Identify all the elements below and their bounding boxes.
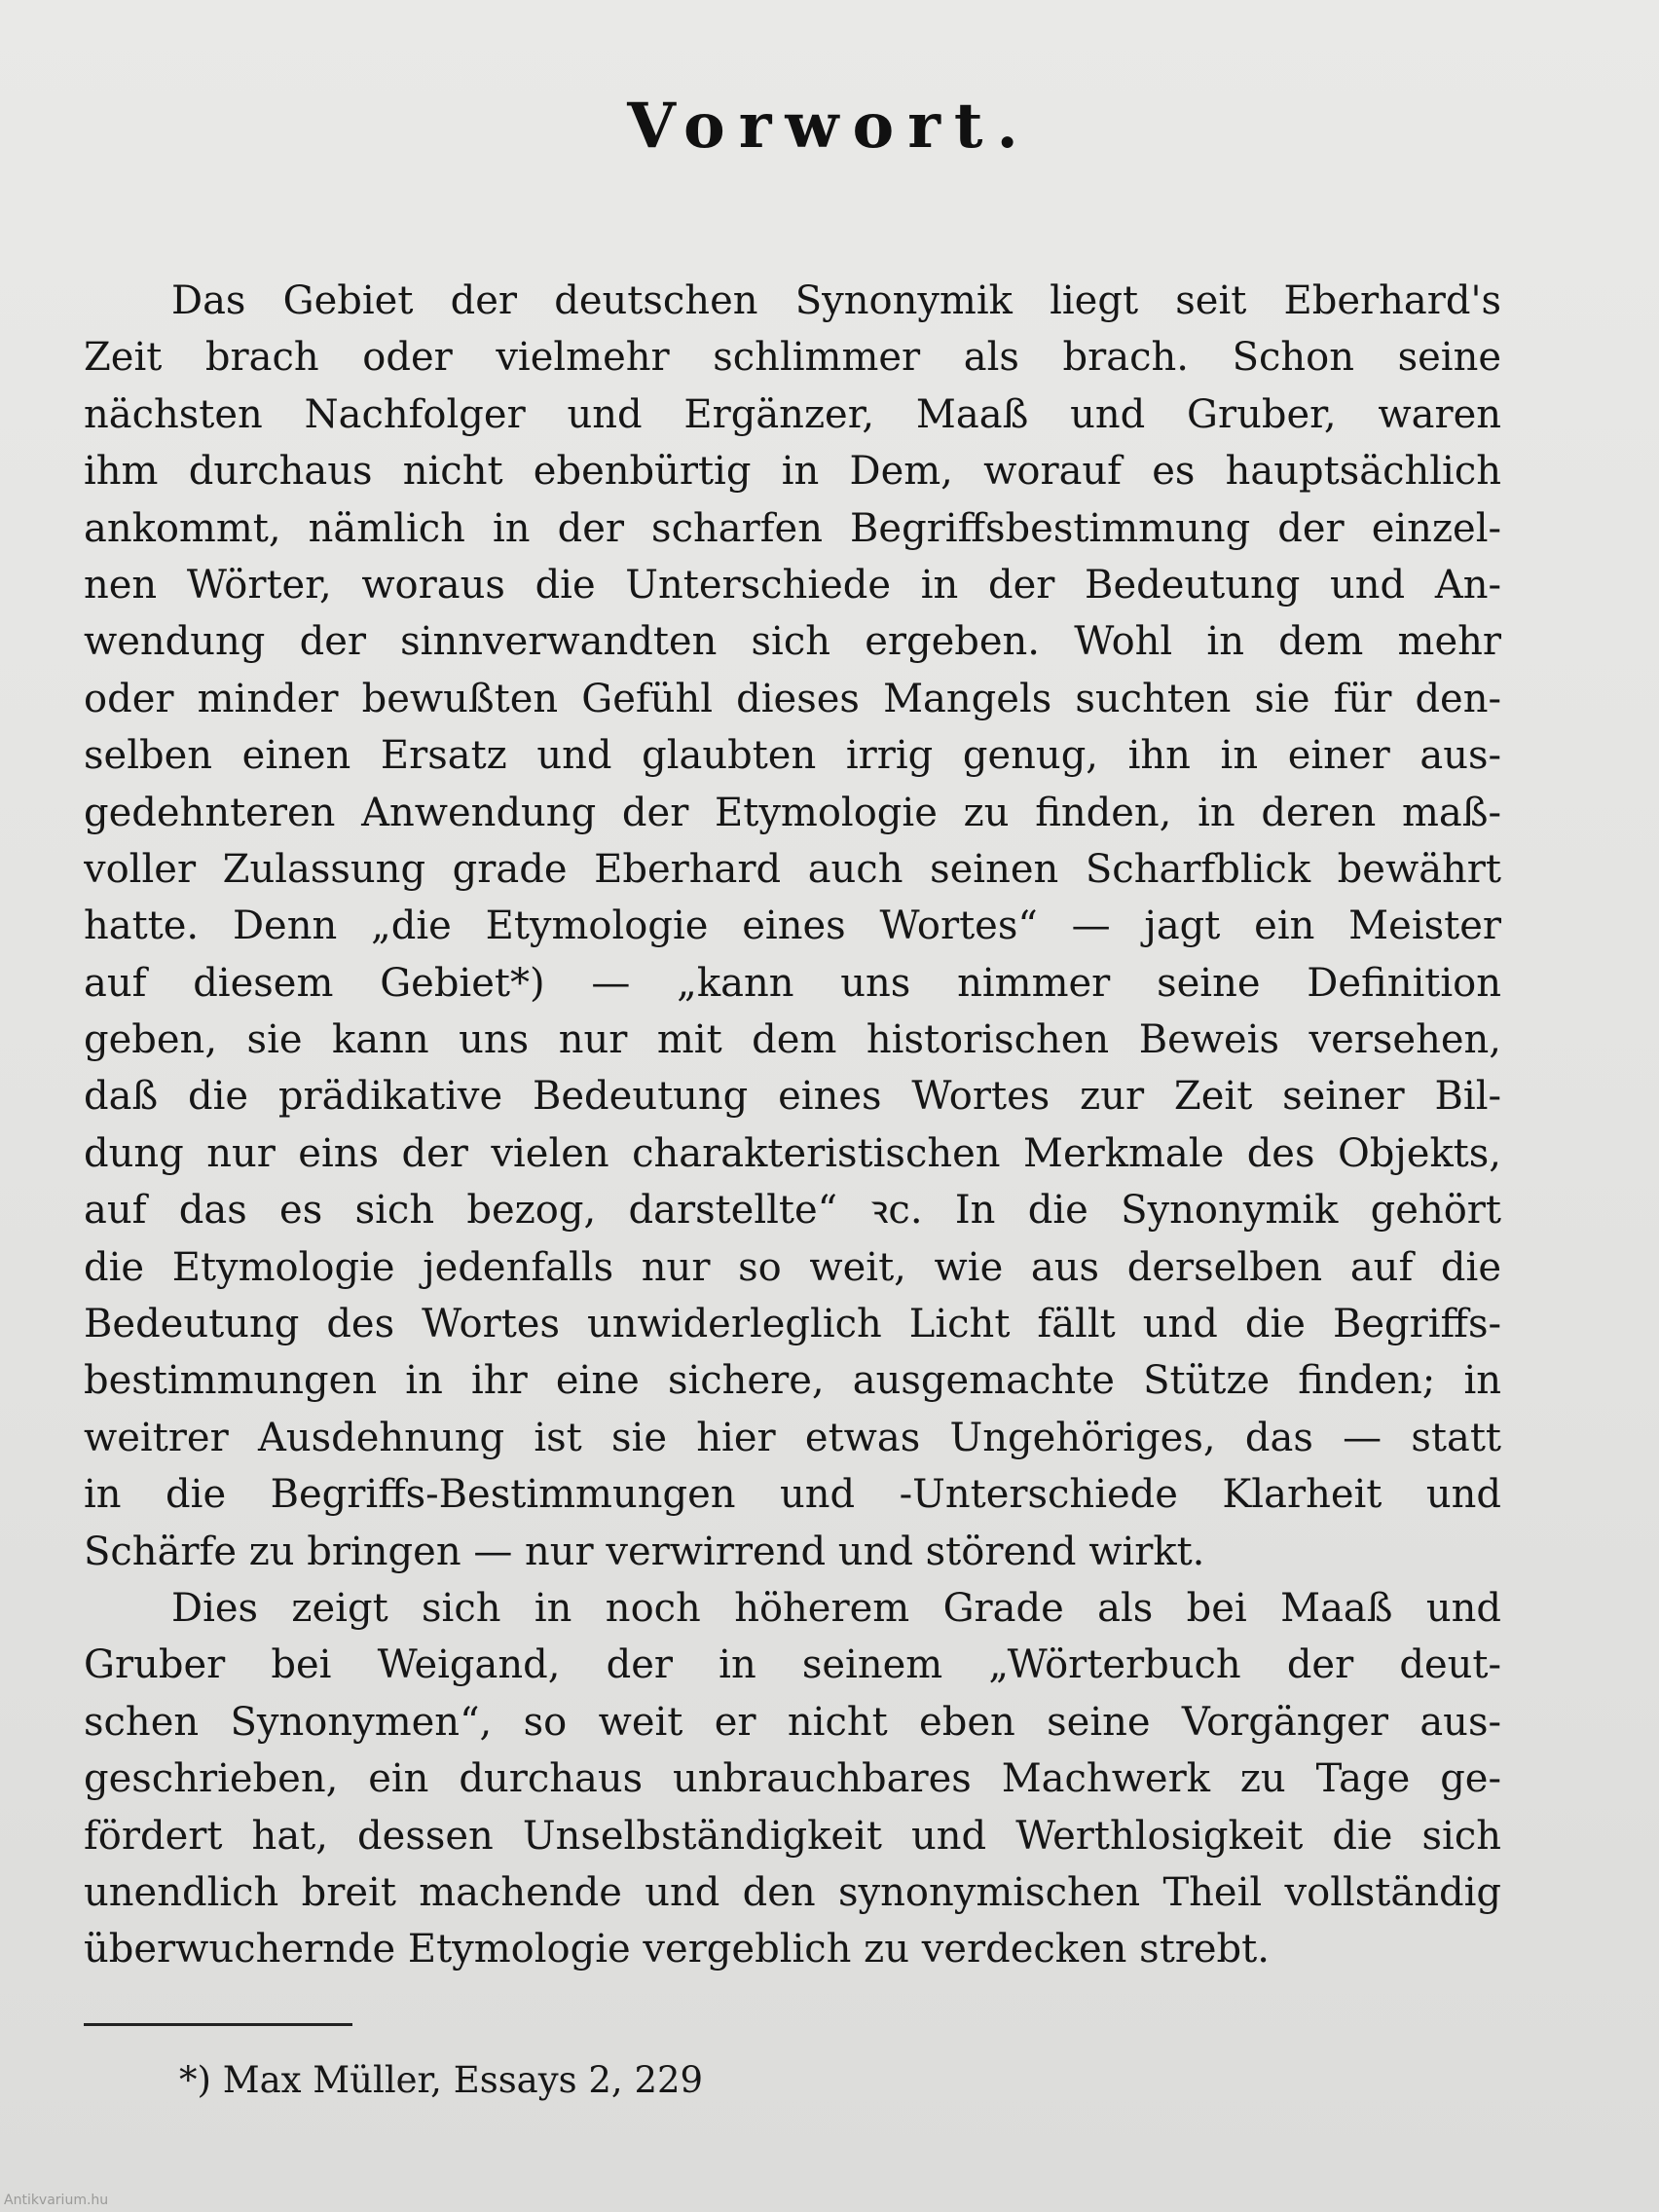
- footnote-rule: [84, 2023, 352, 2026]
- text-line: in die Begriffs-Bestimmungen und -Unterschiede Klarheit und: [84, 1472, 1501, 1518]
- text-line: nächsten Nachfolger und Ergänzer, Maaß und Gruber, waren: [84, 391, 1501, 437]
- text-line: selben einen Ersatz und glaubten irrig genug, ihn in einer aus-: [84, 733, 1501, 779]
- text-line: Dies zeigt sich in noch höherem Grade als bei Maaß und: [171, 1585, 1501, 1631]
- text-line: weitrer Ausdehnung ist sie hier etwas Ungehöriges, das — statt: [84, 1415, 1501, 1460]
- text-line: daß die prädikative Bedeutung eines Wortes zur Zeit seiner Bil-: [84, 1074, 1501, 1120]
- text-line: hatte. Denn „die Etymologie eines Wortes“ — jagt ein Meister: [84, 903, 1501, 949]
- text-line: dung nur eins der vielen charakteristischen Merkmale des Objekts,: [84, 1130, 1501, 1176]
- text-line: gedehnteren Anwendung der Etymologie zu finden, in deren maß-: [84, 790, 1501, 835]
- text-line: ihm durchaus nicht ebenbürtig in Dem, worauf es hauptsächlich: [84, 449, 1501, 495]
- text-line: Das Gebiet der deutschen Synonymik liegt seit Eberhard's: [171, 278, 1501, 323]
- text-line: auf diesem Gebiet*) — „kann uns nimmer seine Definition: [84, 960, 1501, 1006]
- text-line: die Etymologie jedenfalls nur so weit, wie aus derselben auf die: [84, 1244, 1501, 1290]
- text-line: voller Zulassung grade Eberhard auch seinen Scharfblick bewährt: [84, 846, 1501, 892]
- text-line: auf das es sich bezog, darstellte“ ꝛc. In die Synonymik gehört: [84, 1188, 1501, 1234]
- text-line: ankommt, nämlich in der scharfen Begriffsbestimmung der einzel-: [84, 505, 1501, 551]
- footnote: *) Max Müller, Essays 2, 229: [179, 2059, 704, 2101]
- text-line: Gruber bei Weigand, der in seinem „Wörterbuch der deut-: [84, 1642, 1501, 1688]
- text-line: Schärfe zu bringen — nur verwirrend und störend wirkt.: [84, 1529, 1205, 1574]
- text-line: schen Synonymen“, so weit er nicht eben seine Vorgänger aus-: [84, 1699, 1501, 1745]
- text-line: Bedeutung des Wortes unwiderleglich Licht fällt und die Begriffs-: [84, 1302, 1501, 1347]
- text-line: geben, sie kann uns nur mit dem historischen Beweis versehen,: [84, 1017, 1501, 1063]
- text-line: Zeit brach oder vielmehr schlimmer als brach. Schon seine: [84, 335, 1501, 381]
- text-line: fördert hat, dessen Unselbständigkeit und Werthlosigkeit die sich: [84, 1813, 1501, 1859]
- page-title: Vorwort.: [627, 90, 1032, 163]
- preface-body: [84, 273, 1501, 1978]
- text-line: oder minder bewußten Gefühl dieses Mangels suchten sie für den-: [84, 676, 1501, 721]
- text-line: geschrieben, ein durchaus unbrauchbares Machwerk zu Tage ge-: [84, 1756, 1501, 1802]
- text-line: bestimmungen in ihr eine sichere, ausgemachte Stütze finden; in: [84, 1358, 1501, 1404]
- watermark-text: Antikvarium.hu: [4, 2193, 109, 2208]
- text-line: nen Wörter, woraus die Unterschiede in der Bedeutung und An-: [84, 562, 1501, 608]
- text-line: wendung der sinnverwandten sich ergeben. Wohl in dem mehr: [84, 619, 1501, 665]
- text-line: überwuchernde Etymologie vergeblich zu verdecken strebt.: [84, 1927, 1270, 1972]
- text-line: unendlich breit machende und den synonymischen Theil vollständig: [84, 1869, 1501, 1915]
